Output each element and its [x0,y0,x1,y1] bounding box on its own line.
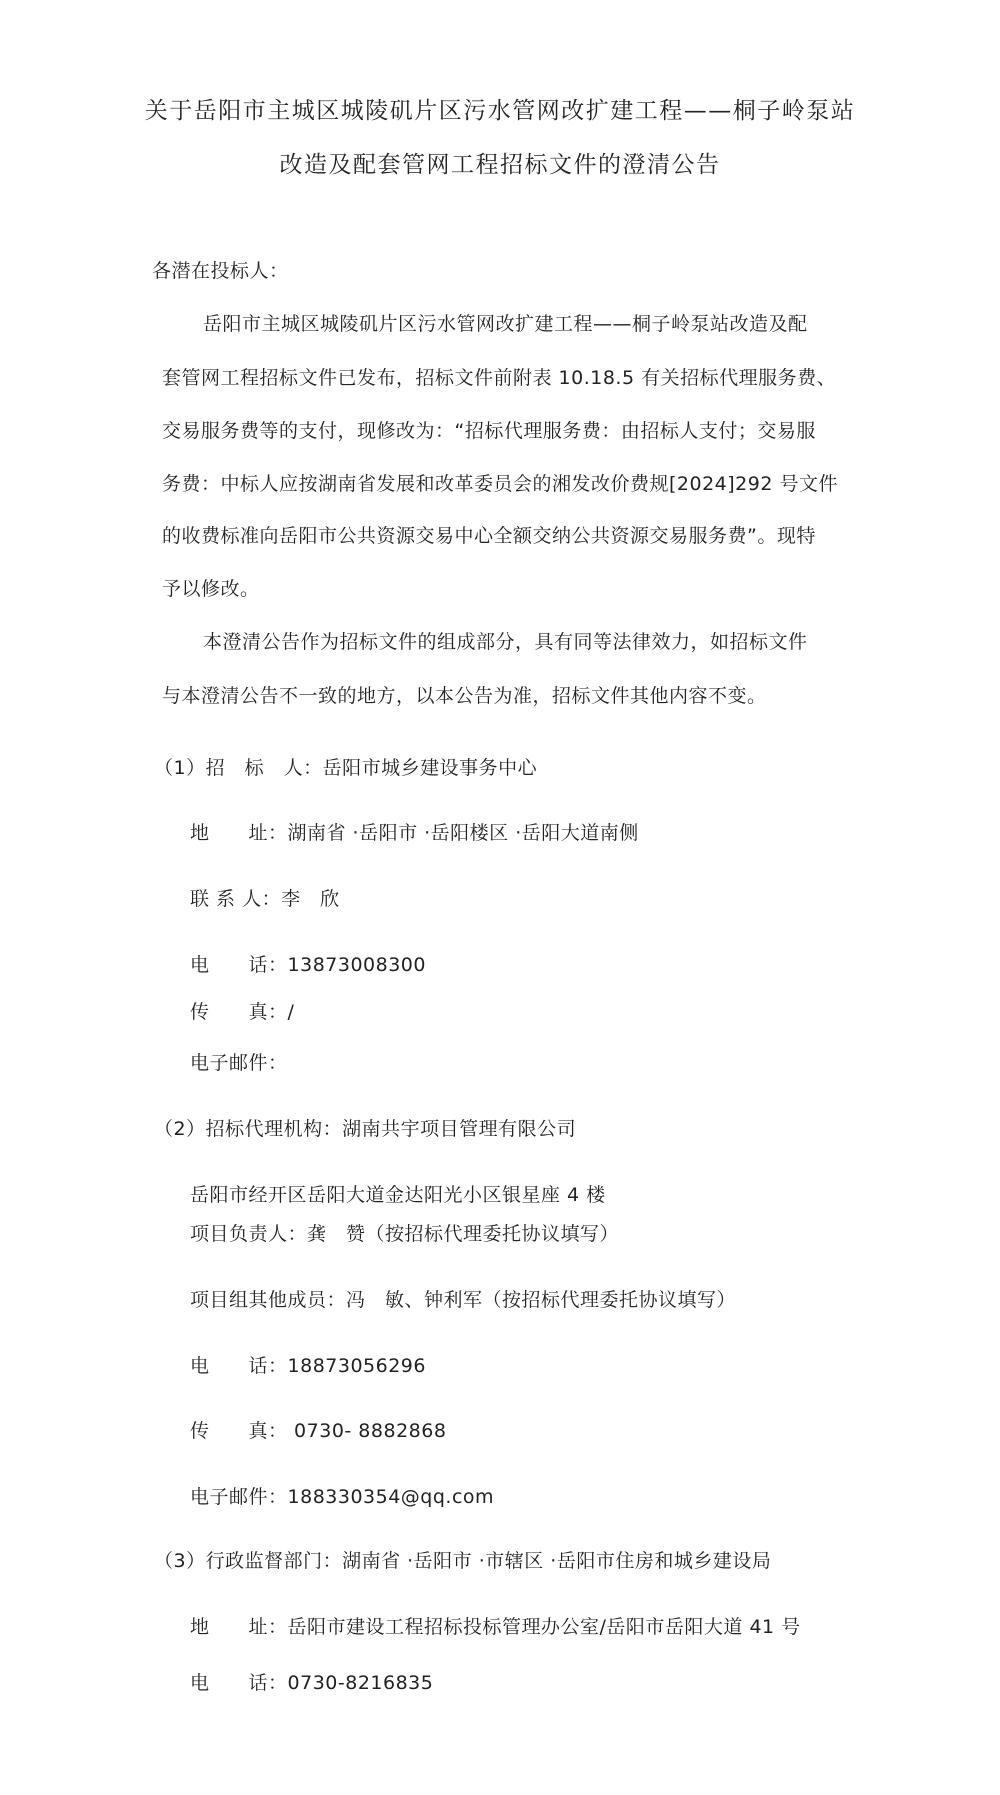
supervisor-phone-value: 0730-8216835 [287,1672,434,1694]
agency-manager-value: 龚 赞（按招标代理委托协议填写） [307,1223,620,1245]
tenderer-contact-label: 联 系 人： [190,888,282,910]
tenderer-fax-value: / [287,1001,295,1023]
tenderer-address-value: 湖南省 ·岳阳市 ·岳阳楼区 ·岳阳大道南侧 [287,822,639,844]
tenderer-contact [190,885,340,913]
agency-address: 岳阳市经开区岳阳大道金达阳光小区银星座 4 楼 [190,1184,606,1206]
supervisor-address-value: 岳阳市建设工程招标投标管理办公室/岳阳市岳阳大道 41 号 [287,1616,801,1638]
agency-members-label: 项目组其他成员： [190,1289,347,1311]
tenderer-fax [190,998,294,1026]
agency-phone-label: 电 话： [190,1355,288,1377]
tenderer-email-label: 电子邮件： [190,1052,288,1074]
agency-fax-label: 传 真： [190,1420,288,1442]
tenderer-heading-label: （1）招 标 人： [154,757,323,779]
tenderer-contact-value: 李 欣 [281,888,340,910]
supervisor-phone-label: 电 话： [190,1672,288,1694]
agency-heading [154,1115,576,1143]
tenderer-heading [154,754,537,782]
title-line-1: 关于岳阳市主城区城陵矶片区污水管网改扩建工程——桐子岭泵站 [144,98,856,124]
supervisor-phone [190,1669,433,1697]
tenderer-name: 岳阳市城乡建设事务中心 [322,757,538,779]
agency-phone [190,1352,426,1380]
para1-line-5: 的收费标准向岳阳市公共资源交易中心全额交纳公共资源交易服务费”。现特 [162,525,816,547]
tenderer-phone [190,951,426,979]
para1-line-1: 岳阳市主城区城陵矶片区污水管网改扩建工程——桐子岭泵站改造及配 [203,313,808,335]
salutation: 各潜在投标人： [152,260,289,282]
supervisor-heading-label: （3）行政监督部门： [154,1550,343,1572]
tenderer-fax-label: 传 真： [190,1001,288,1023]
agency-email-value: 188330354@qq.com [287,1486,495,1508]
para1-line-2: 套管网工程招标文件已发布，招标文件前附表 10.18.5 有关招标代理服务费、 [162,367,837,389]
tenderer-address [190,819,639,847]
para1-line-4: 务费：中标人应按湖南省发展和改革委员会的湘发改价费规[2024]292 号文件 [162,473,838,495]
tenderer-email [190,1049,288,1077]
agency-members [190,1286,736,1314]
title-line-2: 改造及配套管网工程招标文件的澄清公告 [279,152,721,178]
supervisor-address-label: 地 址： [190,1616,288,1638]
agency-fax [190,1417,446,1445]
agency-manager-label: 项目负责人： [190,1223,308,1245]
agency-members-value: 冯 敏、钟利军（按招标代理委托协议填写） [346,1289,737,1311]
tenderer-address-label: 地 址： [190,822,288,844]
agency-heading-label: （2）招标代理机构： [154,1118,343,1140]
para1-line-6: 予以修改。 [162,578,260,600]
para2-line-1: 本澄清公告作为招标文件的组成部分，具有同等法律效力，如招标文件 [203,631,808,653]
para1-line-3: 交易服务费等的支付，现修改为：“招标代理服务费：由招标人支付；交易服 [162,420,816,442]
supervisor-address [190,1613,801,1641]
supervisor-name: 湖南省 ·岳阳市 ·市辖区 ·岳阳市住房和城乡建设局 [342,1550,772,1572]
para2-line-2: 与本澄清公告不一致的地方，以本公告为准，招标文件其他内容不变。 [162,685,767,707]
agency-email-label: 电子邮件： [190,1486,288,1508]
agency-email [190,1483,494,1511]
agency-phone-value: 18873056296 [287,1355,426,1377]
agency-manager [190,1220,619,1248]
tenderer-phone-value: 13873008300 [287,954,426,976]
agency-name: 湖南共宇项目管理有限公司 [342,1118,577,1140]
agency-fax-value: 0730- 8882868 [287,1420,447,1442]
supervisor-heading [154,1547,771,1575]
tenderer-phone-label: 电 话： [190,954,288,976]
